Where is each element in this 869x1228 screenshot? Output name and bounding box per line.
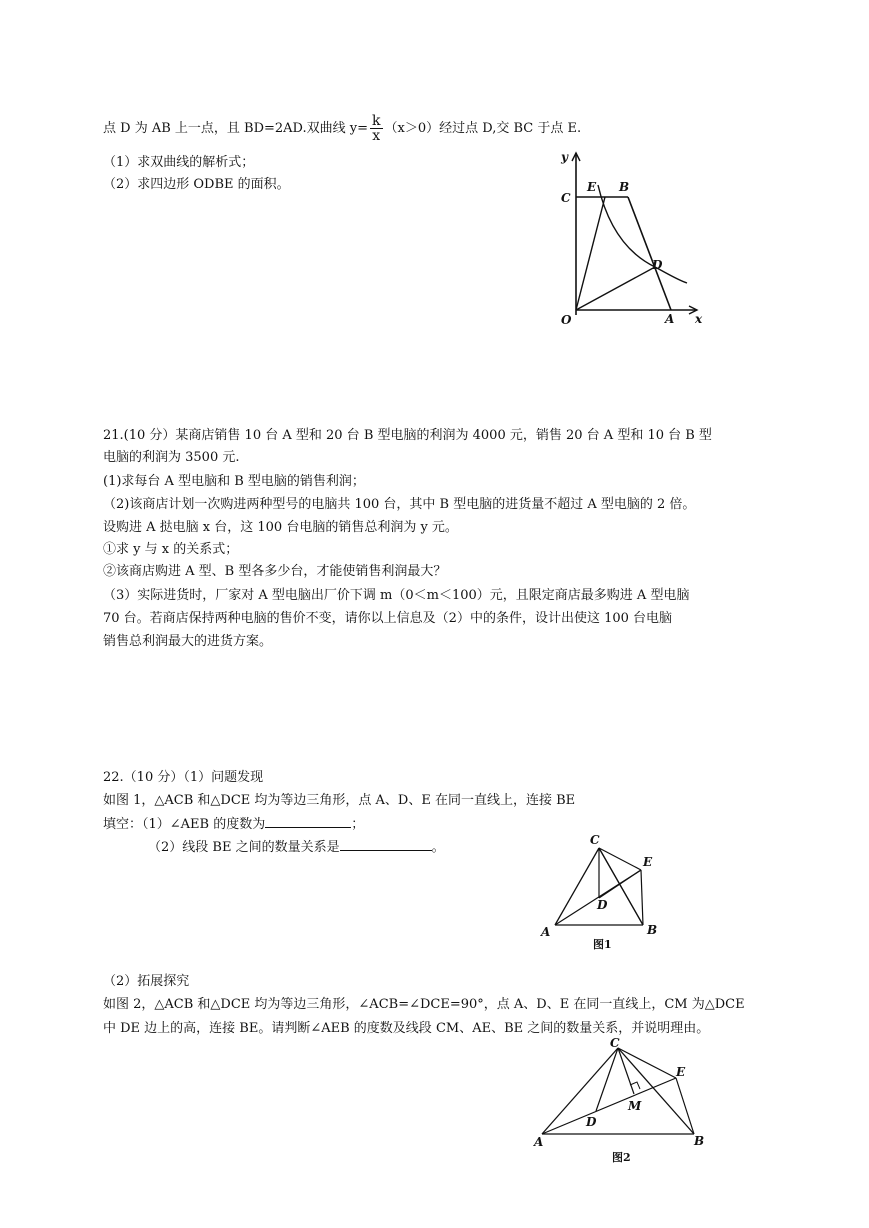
segment-od (576, 267, 655, 310)
label-m: M (628, 1099, 642, 1113)
label-c: C (561, 191, 571, 205)
segment-ac (555, 848, 599, 925)
q21-line5: 设购进 A 挞电脑 x 台，这 100 台电脑的销售总利润为 y 元。 (103, 520, 458, 535)
q20-part2: （2）求四边形 ODBE 的面积。 (103, 177, 290, 192)
label-b: B (619, 180, 630, 194)
q21-line9: 70 台。若商店保持两种电脑的售价不变，请你以上信息及（2）中的条件，设计出使这 100 台电脑 (103, 611, 673, 626)
q22-part2-title: （2）拓展探究 (103, 974, 190, 989)
q22-line1: 22.（10 分）（1）问题发现 (103, 770, 264, 785)
q20-intro: 点 D 为 AB 上一点，且 BD=2AD.双曲线 y= $\frac{k}{x}$ （x＞0）经过点 D,交 BC 于点 E. (103, 113, 582, 144)
segment-de (599, 870, 641, 898)
label-e: E (643, 855, 653, 869)
segment-cb (618, 1048, 694, 1134)
label-e: E (676, 1065, 686, 1079)
q21-line4: （2)该商店计划一次购进两种型号的电脑共 100 台，其中 B 型电脑的进货量不超过 A 型电脑的 2 倍。 (103, 497, 696, 512)
label-b: B (694, 1134, 705, 1148)
q22-line2: 如图 1，△ACB 和△DCE 均为等边三角形，点 A、D、E 在同一直线上，连接 BE (103, 793, 576, 808)
label-d: D (597, 898, 608, 912)
q22-figure-2 (528, 1036, 713, 1170)
q20-hyperbola-figure (545, 145, 715, 330)
q21-line8: （3）实际进货时，厂家对 A 型电脑出厂价下调 m（0＜m＜100）元，且限定商店最多购进 A 型电脑 (103, 588, 690, 603)
q21-line10: 销售总利润最大的进货方案。 (103, 634, 273, 649)
label-e: E (587, 180, 597, 194)
q21-line6: ①求 y 与 x 的关系式； (103, 542, 239, 557)
q21-line3: (1)求每台 A 型电脑和 B 型电脑的销售利润； (103, 474, 365, 489)
label-x: x (695, 312, 703, 326)
q22-part2-line2: 中 DE 边上的高，连接 BE。请判断∠AEB 的度数及线段 CM、AE、BE 之间的数量关系，并说明理由。 (103, 1021, 710, 1036)
label-b: B (647, 923, 658, 937)
label-d: D (652, 258, 663, 272)
q22-line4: （2）线段 BE 之间的数量关系是 。 (148, 840, 445, 855)
label-o: O (561, 313, 572, 327)
label-a: A (541, 925, 551, 939)
q21-line2: 电脑的利润为 3500 元. (103, 450, 240, 465)
figure-2-caption: 图2 (612, 1151, 631, 1164)
q22-figure-1 (535, 828, 670, 956)
answer-blank-2[interactable] (340, 838, 432, 851)
segment-cd (596, 1048, 618, 1111)
q21-line7: ②该商店购进 A 型、B 型各多少台，才能使销售利润最大？ (103, 564, 447, 579)
q22-line3: 填空：（1）∠AEB 的度数为 ； (103, 817, 365, 832)
answer-blank-1[interactable] (265, 815, 351, 828)
segment-oe (576, 197, 605, 310)
segment-eb (641, 870, 643, 925)
label-d: D (586, 1115, 597, 1129)
segment-ae (542, 1078, 676, 1134)
q21-line1: 21.(10 分）某商店销售 10 台 A 型和 20 台 B 型电脑的利润为 4000 元，销售 20 台 A 型和 10 台 B 型 (103, 428, 712, 443)
fraction-k-over-x: $\frac{k}{x}$ (372, 113, 381, 144)
figure-1-caption: 图1 (593, 938, 612, 951)
segment-ac (542, 1048, 618, 1134)
label-a: A (665, 312, 675, 326)
label-c: C (590, 833, 600, 847)
label-y: y (561, 150, 568, 164)
q22-part2-line1: 如图 2，△ACB 和△DCE 均为等边三角形，∠ACB=∠DCE=90°，点 A、D、E 在同一直线上，CM 为△DCE (103, 997, 745, 1012)
label-a: A (534, 1135, 544, 1149)
segment-eb (676, 1078, 694, 1134)
q20-part1: （1）求双曲线的解析式； (103, 155, 255, 170)
label-c: C (610, 1036, 620, 1050)
